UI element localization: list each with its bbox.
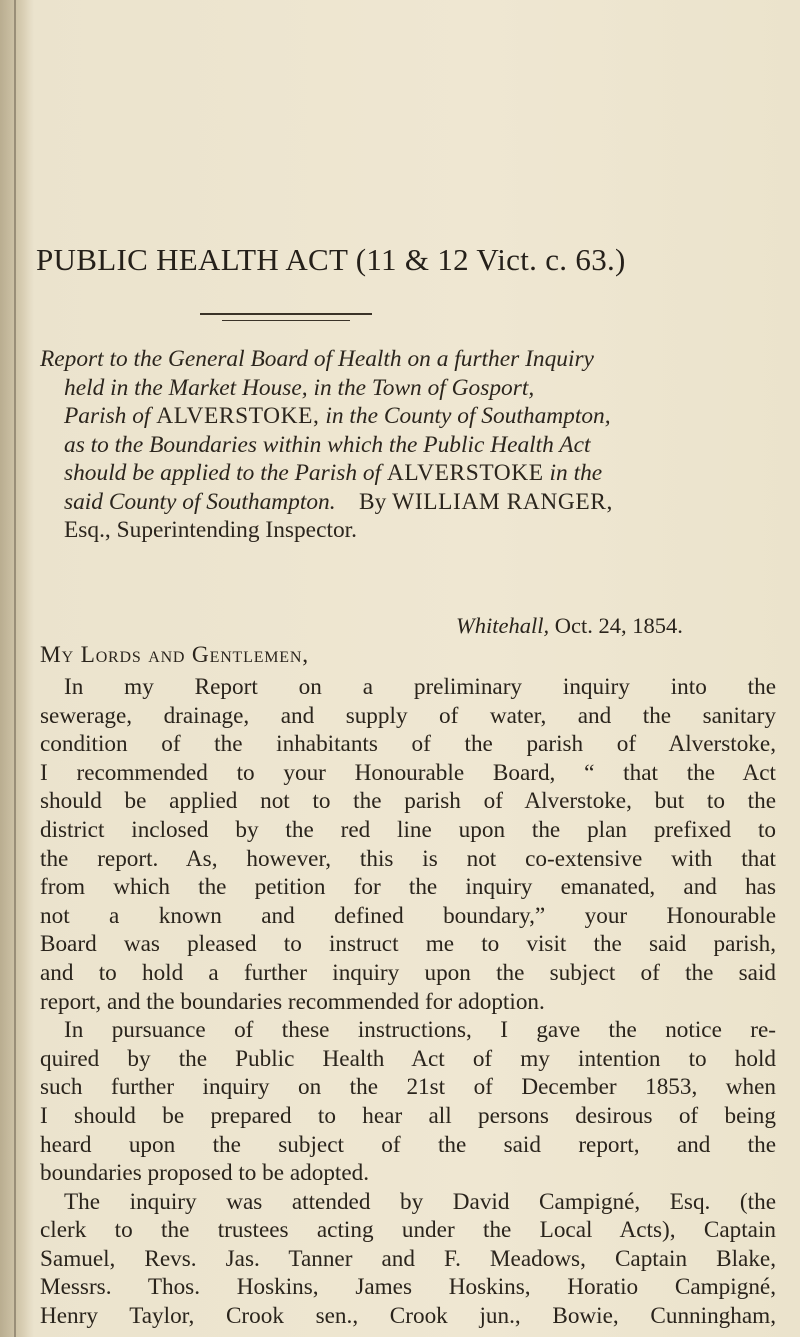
title-line: [40, 488, 770, 517]
body-line: I recommended to your Honourable Board, “ that the Act: [40, 759, 776, 786]
body-line: and to hold a further inquiry upon the subject of the said: [40, 959, 776, 986]
body-line: clerk to the trustees acting under the Local Acts), Captain: [40, 1217, 776, 1244]
page-gutter: [0, 0, 34, 1337]
body-line: Samuel, Revs. Jas. Tanner and F. Meadows, Captain Blake,: [40, 1245, 776, 1272]
page-header: PUBLIC HEALTH ACT (11 & 12 Vict. c. 63.): [36, 242, 626, 277]
report-title: [40, 345, 770, 545]
title-line: held in the Market House, in the Town of Gosport,: [64, 374, 535, 401]
binding-edge: [14, 0, 16, 1337]
body-line: district inclosed by the red line upon the plan prefixed to: [40, 816, 776, 843]
by-word: By: [359, 488, 387, 515]
body-line: quired by the Public Health Act of my intention to hold: [40, 1045, 776, 1072]
dateline-date: Oct. 24, 1854.: [554, 613, 683, 638]
body-line: In my Report on a preliminary inquiry into the: [64, 674, 776, 700]
body-line: such further inquiry on the 21st of December 1853, when: [40, 1074, 776, 1101]
salutation: My Lords and Gentlemen,: [40, 642, 309, 668]
body-line: not a known and defined boundary,” your Honourable: [40, 902, 776, 929]
body-line: boundaries proposed to be adopted.: [40, 1160, 370, 1187]
header-rule-thin: [222, 320, 350, 321]
title-text: in the: [549, 460, 603, 486]
body-line: heard upon the subject of the said report, and the: [40, 1131, 776, 1158]
body-line: from which the petition for the inquiry emanated, and has: [40, 874, 776, 901]
title-line: Esq., Superintending Inspector.: [64, 517, 357, 543]
title-text: in the County of Southampton,: [325, 403, 611, 429]
parish-name: ALVERSTOKE: [386, 460, 544, 486]
author-name: WILLIAM RANGER,: [392, 488, 613, 515]
dateline-place: Whitehall,: [456, 613, 550, 638]
title-line: Report to the General Board of Health on a further Inquiry: [40, 346, 594, 372]
title-line: [40, 459, 770, 488]
body-line: condition of the inhabitants of the parish of Alverstoke,: [40, 731, 776, 758]
body-line: I should be prepared to hear all persons desirous of being: [40, 1102, 776, 1129]
body-line: the report. As, however, this is not co-extensive with that: [40, 845, 776, 872]
title-text: said County of Southampton.: [64, 488, 336, 515]
dateline: [456, 613, 776, 639]
body-line: Board was pleased to instruct me to visit the said parish,: [40, 931, 776, 958]
body-line: sewerage, drainage, and supply of water, and the sanitary: [40, 702, 776, 729]
body-line: Messrs. Thos. Hoskins, James Hoskins, Horatio Campigné,: [40, 1274, 776, 1301]
title-text: Parish of: [64, 403, 151, 429]
title-line: [40, 402, 770, 431]
body-line: The inquiry was attended by David Campigné, Esq. (the: [64, 1188, 776, 1215]
title-line: as to the Boundaries within which the Public Health Act: [64, 431, 591, 458]
body-line: In pursuance of these instructions, I gave the notice re-: [64, 1017, 776, 1044]
report-body: [40, 673, 776, 1331]
body-line: should be applied not to the parish of Alverstoke, but to the: [40, 788, 776, 815]
header-rule-thick: [200, 313, 372, 315]
title-text: should be applied to the Parish of: [64, 460, 382, 486]
body-line: report, and the boundaries recommended for adoption.: [40, 988, 545, 1015]
body-line: Henry Taylor, Crook sen., Crook jun., Bowie, Cunningham,: [40, 1303, 776, 1330]
parish-name: ALVERSTOKE,: [156, 403, 320, 429]
